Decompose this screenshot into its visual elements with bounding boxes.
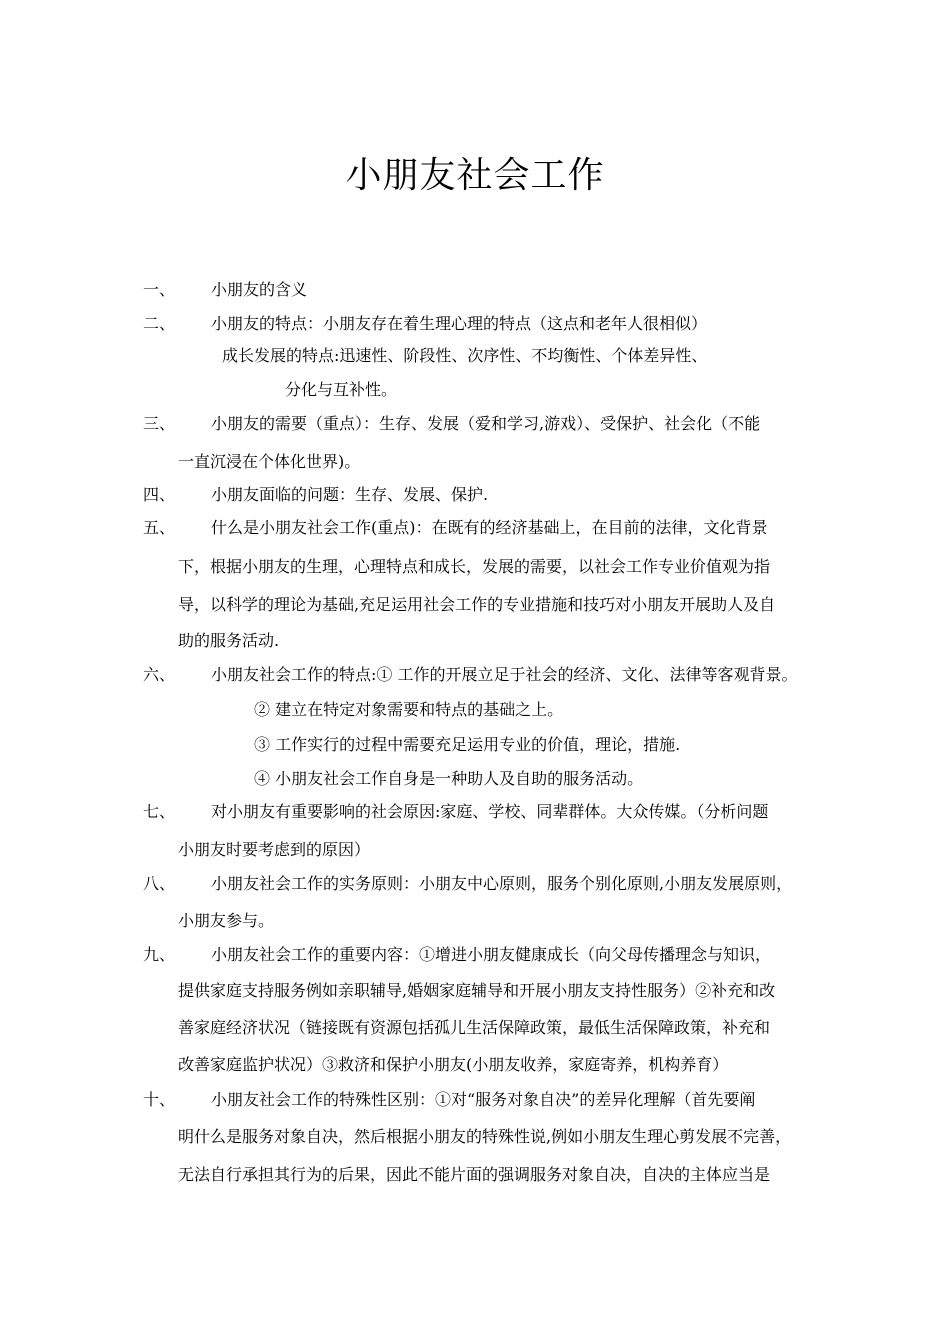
item-text-line: ④ 小朋友社会工作自身是一种助人及自助的服务活动。 — [254, 769, 644, 788]
item-number: 九、 — [143, 945, 176, 964]
item-number: 十、 — [143, 1090, 176, 1109]
item-text-line: 善家庭经济状况（链接既有资源包括孤儿生活保障政策，最低生活保障政策，补充和 — [178, 1018, 771, 1037]
document-title: 小朋友社会工作 — [345, 155, 605, 196]
item-number: 八、 — [143, 874, 176, 893]
item-text-line: ③ 工作实行的过程中需要充足运用专业的价值，理论，措施. — [254, 735, 681, 754]
item-heading: 小朋友的含义 — [211, 280, 308, 299]
item-text-line: ② 建立在特定对象需要和特点的基础之上。 — [254, 700, 564, 719]
item-text-line: 小朋友参与。 — [178, 911, 275, 930]
item-heading: 小朋友社会工作的特点:① 工作的开展立足于社会的经济、文化、法律等客观背景。 — [211, 665, 798, 684]
item-text-line: 一直沉浸在个体化世界)。 — [178, 452, 361, 471]
item-number: 七、 — [143, 802, 176, 821]
item-text-line: 成长发展的特点:迅速性、阶段性、次序性、不均衡性、个体差异性、 — [222, 346, 708, 365]
item-heading: 小朋友社会工作的重要内容：①增进小朋友健康成长（向父母传播理念与知识， — [211, 945, 772, 964]
item-text-line: 明什么是服务对象自决，然后根据小朋友的特殊性说,例如小朋友生理心剪发展不完善， — [178, 1127, 792, 1146]
item-text-line: 无法自行承担其行为的后果，因此不能片面的强调服务对象自决，自决的主体应当是 — [178, 1165, 771, 1184]
item-text-line: 小朋友时要考虑到的原因） — [178, 840, 371, 859]
item-text-line: 提供家庭支持服务例如亲职辅导,婚姻家庭辅导和开展小朋友支持性服务）②补充和改 — [178, 981, 776, 1000]
item-text-line: 下，根据小朋友的生理，心理特点和成长，发展的需要，以社会工作专业价值观为指 — [178, 557, 771, 576]
item-heading: 小朋友社会工作的实务原则：小朋友中心原则，服务个别化原则,小朋友发展原则， — [211, 874, 793, 893]
item-number: 二、 — [143, 314, 176, 333]
item-heading: 小朋友面临的问题：生存、发展、保护. — [211, 485, 489, 504]
item-number: 五、 — [143, 518, 176, 537]
item-text-line: 导，以科学的理论为基础,充足运用社会工作的专业措施和技巧对小朋友开展助人及自 — [178, 595, 776, 614]
item-heading: 小朋友社会工作的特殊性区别：①对“服务对象自决”的差异化理解（首先要阐 — [211, 1090, 756, 1109]
item-number: 四、 — [143, 485, 176, 504]
item-heading: 小朋友的特点：小朋友存在着生理心理的特点（这点和老年人很相似） — [211, 314, 708, 333]
item-text-line: 改善家庭监护状况）③救济和保护小朋友(小朋友收养，家庭寄养，机构养育） — [178, 1055, 729, 1074]
item-number: 六、 — [143, 665, 176, 684]
item-heading: 小朋友的需要（重点）：生存、发展（爱和学习,游戏）、受保护、社会化（不能 — [211, 414, 761, 433]
item-text-line: 分化与互补性。 — [285, 380, 398, 399]
item-number: 三、 — [143, 414, 176, 433]
item-text-line: 助的服务活动. — [178, 631, 280, 650]
item-heading: 对小朋友有重要影响的社会原因:家庭、学校、同辈群体。大众传媒。（分析问题 — [211, 802, 769, 821]
item-heading: 什么是小朋友社会工作(重点)：在既有的经济基础上，在目前的法律，文化背景 — [211, 518, 768, 537]
item-number: 一、 — [143, 280, 176, 299]
